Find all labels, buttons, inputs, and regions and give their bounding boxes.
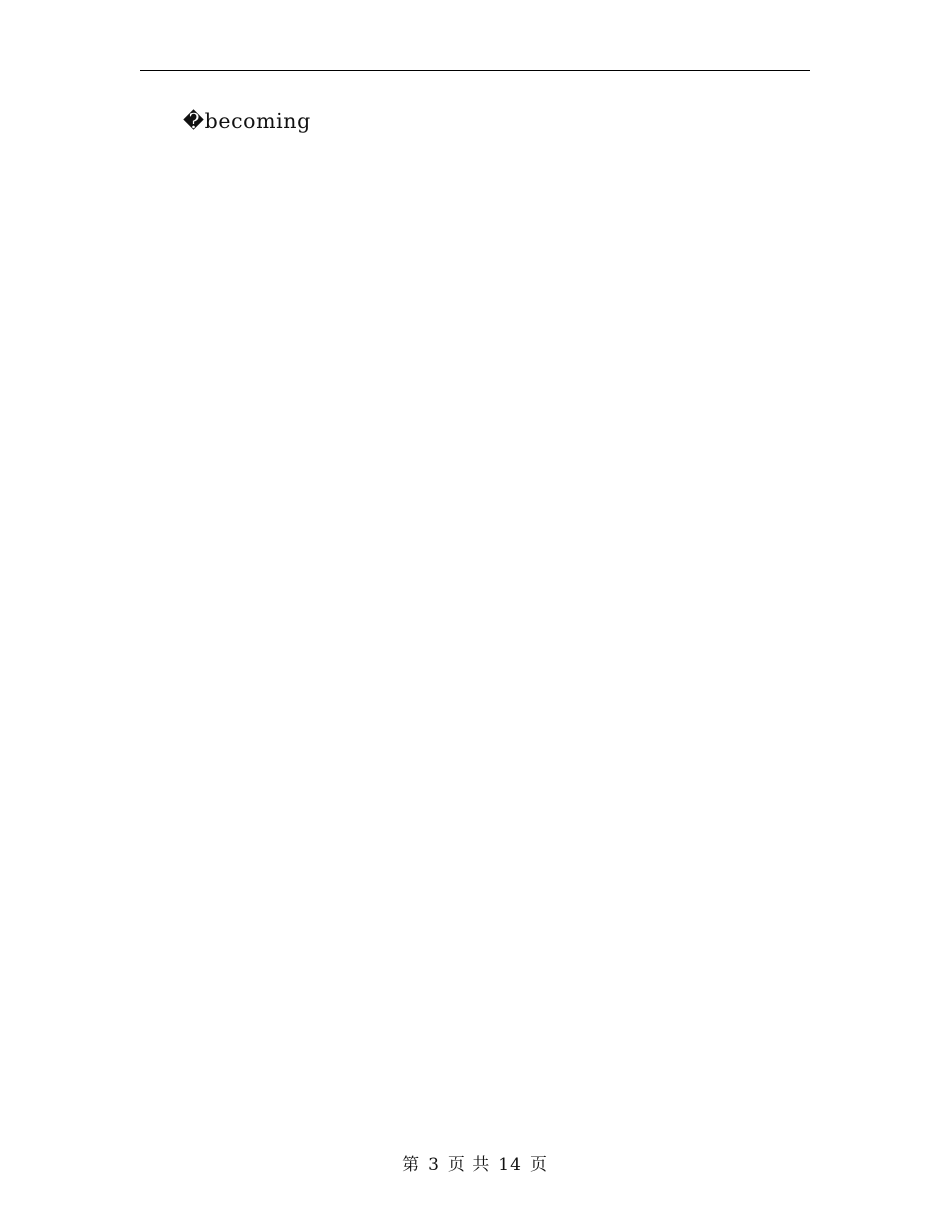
footer-total-pages: 14 (498, 1155, 522, 1175)
footer-current-page: 3 (428, 1155, 440, 1175)
page-footer (0, 1153, 950, 1177)
footer-middle: 页 共 (447, 1155, 491, 1175)
header-rule (140, 70, 810, 71)
footer-prefix: 第 (402, 1155, 421, 1175)
footer-suffix: 页 (529, 1155, 548, 1175)
paragraph: �becoming (183, 109, 311, 133)
document-body (142, 104, 810, 138)
